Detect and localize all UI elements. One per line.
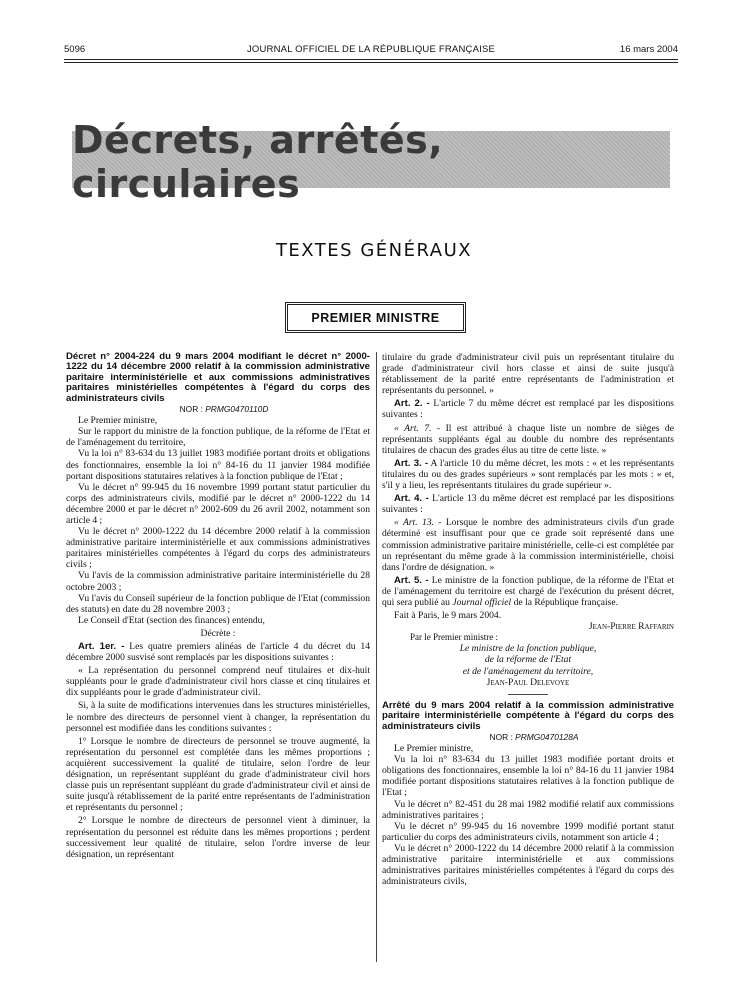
article-label: Art. 2. - [394, 398, 430, 410]
column-divider [376, 352, 377, 962]
header-rule-bottom [64, 62, 678, 63]
quoted-article-7 [382, 423, 674, 456]
nor-label: NOR : [489, 731, 516, 742]
arrete-paragraph: Vu le décret n° 99-945 du 16 novembre 1999 modifié portant statut particulier du corps des administrateurs civils, notamment son article 4 ; [382, 820, 674, 843]
article-text: A l'article 10 du même décret, les mots : « et les représentants titulaires du ou des grades supérieurs » sont remplacés par les mots : « et, s'il y a lieu, les représentants titulaires du grade supérieur ». [382, 457, 674, 492]
minister-title-line: de la réforme de l'Etat [484, 654, 572, 666]
signature-date: Fait à Paris, le 9 mars 2004. [394, 610, 502, 622]
article-1 [66, 641, 370, 663]
article-4 [382, 493, 674, 515]
quoted-article-label: « Art. 7. - [394, 422, 441, 434]
page-number: 5096 [64, 44, 86, 55]
arrete-paragraph: Vu le décret n° 2000-1222 du 14 décembre 2000 relatif à la commission administrative paritaire interministérielle et aux commissions administratives paritaires ministérielles compétentes à l'égard du corps des administrateurs civils, [382, 842, 674, 888]
page-header [64, 44, 678, 58]
article-text: L'article 13 du même décret est remplacé par les dispositions suivantes : [382, 493, 674, 516]
article-5 [382, 575, 674, 608]
decret-continuation: titulaire du grade d'administrateur civil puis un représentant titulaire du grade d'administrateur civil hors classe et ainsi de suite jusqu'à rétablissement de la parité entre représentants de l'administration et représentants du personnel. » [382, 352, 674, 397]
article-label: Art. 4. - [394, 493, 429, 505]
article-3 [382, 458, 674, 491]
journal-officiel-ref: Journal officiel [452, 596, 512, 608]
quoted-article-13 [382, 517, 674, 572]
left-column [66, 352, 370, 860]
decret-paragraph: Vu l'avis du Conseil supérieur de la fonction publique de l'Etat (commission des statuts) en date du 28 novembre 2003 ; [66, 592, 370, 615]
nor-code: PRMG0470128A [515, 731, 579, 742]
arrete-nor [382, 732, 674, 743]
article-text: Les quatre premiers alinéas de l'article 4 du décret du 14 décembre 2000 susvisé sont remplacés par les dispositions suivantes : [66, 641, 370, 664]
right-column [382, 352, 674, 887]
decret-paragraph: Vu le décret n° 99-945 du 16 novembre 1999 portant statut particulier du corps des administrateurs civils, modifié par le décret n° 2000-1222 du 14 décembre 2000 et par le décret n° 2002-609 du 26 avril 2002, notamment son article 4 ; [66, 481, 370, 526]
decret-paragraph: Le Premier ministre, [78, 415, 158, 427]
arrete-paragraph: Vu la loi n° 83-634 du 13 juillet 1983 modifiée portant droits et obligations des fonctionnaires, ensemble la loi n° 84-16 du 11 janvier 1984 modifiée portant dispositions statutaires relatives à la fonction publique de l'Etat ; [382, 754, 674, 799]
decret-paragraph: Vu l'avis de la commission administrative paritaire interministérielle du 28 octobre 2003 ; [66, 570, 370, 593]
decret-nor [66, 404, 370, 415]
nor-code: PRMG0470110D [205, 404, 269, 415]
quoted-paragraph: 2° Lorsque le nombre de directeurs de personnel vient à diminuer, la représentation du personnel est réduite dans les mêmes proportions ; perdent successivement leur qualité de titulaire, selon l'ordre inverse de leur désignation, un représentant [66, 815, 370, 860]
arrete-title: Arrêté du 9 mars 2004 relatif à la commission administrative paritaire interministérielle compétente à l'égard du corps des administrateurs civils [382, 699, 674, 732]
nor-label: NOR : [179, 404, 206, 415]
quoted-paragraph: « La représentation du personnel comprend neuf titulaires et dix-huit suppléants pour le grade d'administrateur civil hors classe et cinq titulaires et dix suppléants pour le grade d'administrateur civil. [66, 665, 370, 699]
article-2 [382, 398, 674, 420]
decrete-formula: Décrète : [200, 627, 236, 639]
minister-title-line: et de l'aménagement du territoire, [462, 665, 594, 677]
article-label: Art. 5. - [394, 574, 429, 586]
countersign-intro: Par le Premier ministre : [410, 632, 498, 643]
decret-title: Décret n° 2004-224 du 9 mars 2004 modifiant le décret n° 2000-1222 du 14 décembre 2000 relatif à la commission administrative paritaire interministérielle et aux commissions administratives paritaires ministérielles compétentes à l'égard du corps des administrateurs civils [66, 351, 370, 404]
arrete-paragraph: Vu le décret n° 82-451 du 28 mai 1982 modifié relatif aux commissions administratives paritaires ; [382, 798, 674, 821]
journal-title: JOURNAL OFFICIEL DE LA RÉPUBLIQUE FRANÇAISE [246, 44, 496, 55]
decret-paragraph: Vu le décret n° 2000-1222 du 14 décembre 2000 relatif à la commission administrative paritaire interministérielle et aux commissions administratives paritaires ministérielles compétentes à l'égard du corps des administrateurs civils ; [66, 526, 370, 571]
quoted-article-label: « Art. 13. - [394, 517, 442, 529]
header-rule-top [64, 59, 678, 60]
quoted-paragraph: 1° Lorsque le nombre de directeurs de personnel se trouve augmenté, la représentation du personnel est complétée dans les mêmes proportions ; acquièrent successivement la qualité de titulaire, selon l'ordre de leur désignation, un représentant suppléant du grade d'administrateur civil hors classe puis un représentant suppléant du grade d'administrateur civil et ainsi de suite jusqu'à rétablissement de la parité entre représentants de l'administration et représentants du personnel ; [66, 735, 370, 814]
article-label: Art. 3. - [394, 457, 429, 469]
ministry-label: PREMIER MINISTRE [311, 310, 440, 325]
article-text: L'article 7 du même décret est remplacé par les dispositions suivantes : [382, 398, 674, 421]
section-heading: TEXTES GÉNÉRAUX [275, 240, 473, 261]
ministry-box [285, 302, 466, 333]
section-banner [72, 117, 670, 206]
quoted-paragraph: Si, à la suite de modifications intervenues dans les structures ministérielles, le nombre des directeurs de personnel vient à changer, la représentation du personnel est modifiée dans les conditions suivantes : [66, 700, 370, 734]
banner-title: Décrets, arrêtés, circulaires [72, 117, 444, 206]
decret-paragraph: Vu la loi n° 83-634 du 13 juillet 1983 modifiée portant droits et obligations des fonctionnaires, ensemble la loi n° 84-16 du 11 janvier 1984 modifiée portant dispositions statutaires relatives à la fonction publique de l'Etat ; [66, 448, 370, 482]
signatory-minister: Jean-Paul Delevoye [486, 676, 570, 688]
issue-date: 16 mars 2004 [619, 44, 678, 55]
quoted-article-text: Lorsque le nombre des administrateurs civils d'un grade déterminé est insuffisant pour que ce grade soit représenté dans une commission administrative paritaire ministérielle, celle-ci est complétée par un représentant du même grade à la commission interministérielle, choisi dans l'ordre de désignation. » [382, 517, 674, 573]
article-text: de la République française. [511, 596, 619, 608]
arrete-paragraph: Le Premier ministre, [394, 743, 474, 755]
text-separator [508, 694, 548, 695]
decret-paragraph: Le Conseil d'Etat (section des finances) entendu, [78, 614, 265, 626]
quoted-article-text: Il est attribué à chaque liste un nombre de sièges de représentants suppléants égal au double du nombre des représentants titulaires de chacun des grades élus au titre de cette liste. » [382, 422, 674, 456]
article-label: Art. 1er. - [78, 641, 125, 652]
decret-paragraph: Sur le rapport du ministre de la fonction publique, de la réforme de l'Etat et de l'aménagement du territoire, [66, 426, 370, 449]
minister-title-line: Le ministre de la fonction publique, [459, 643, 597, 655]
article-text: Le ministre de la fonction publique, de la réforme de l'Etat et de l'aménagement du territoire est chargé de l'exécution du présent décret, qui sera publié au [382, 574, 674, 608]
signatory-prime-minister: Jean-Pierre Raffarin [588, 621, 674, 633]
